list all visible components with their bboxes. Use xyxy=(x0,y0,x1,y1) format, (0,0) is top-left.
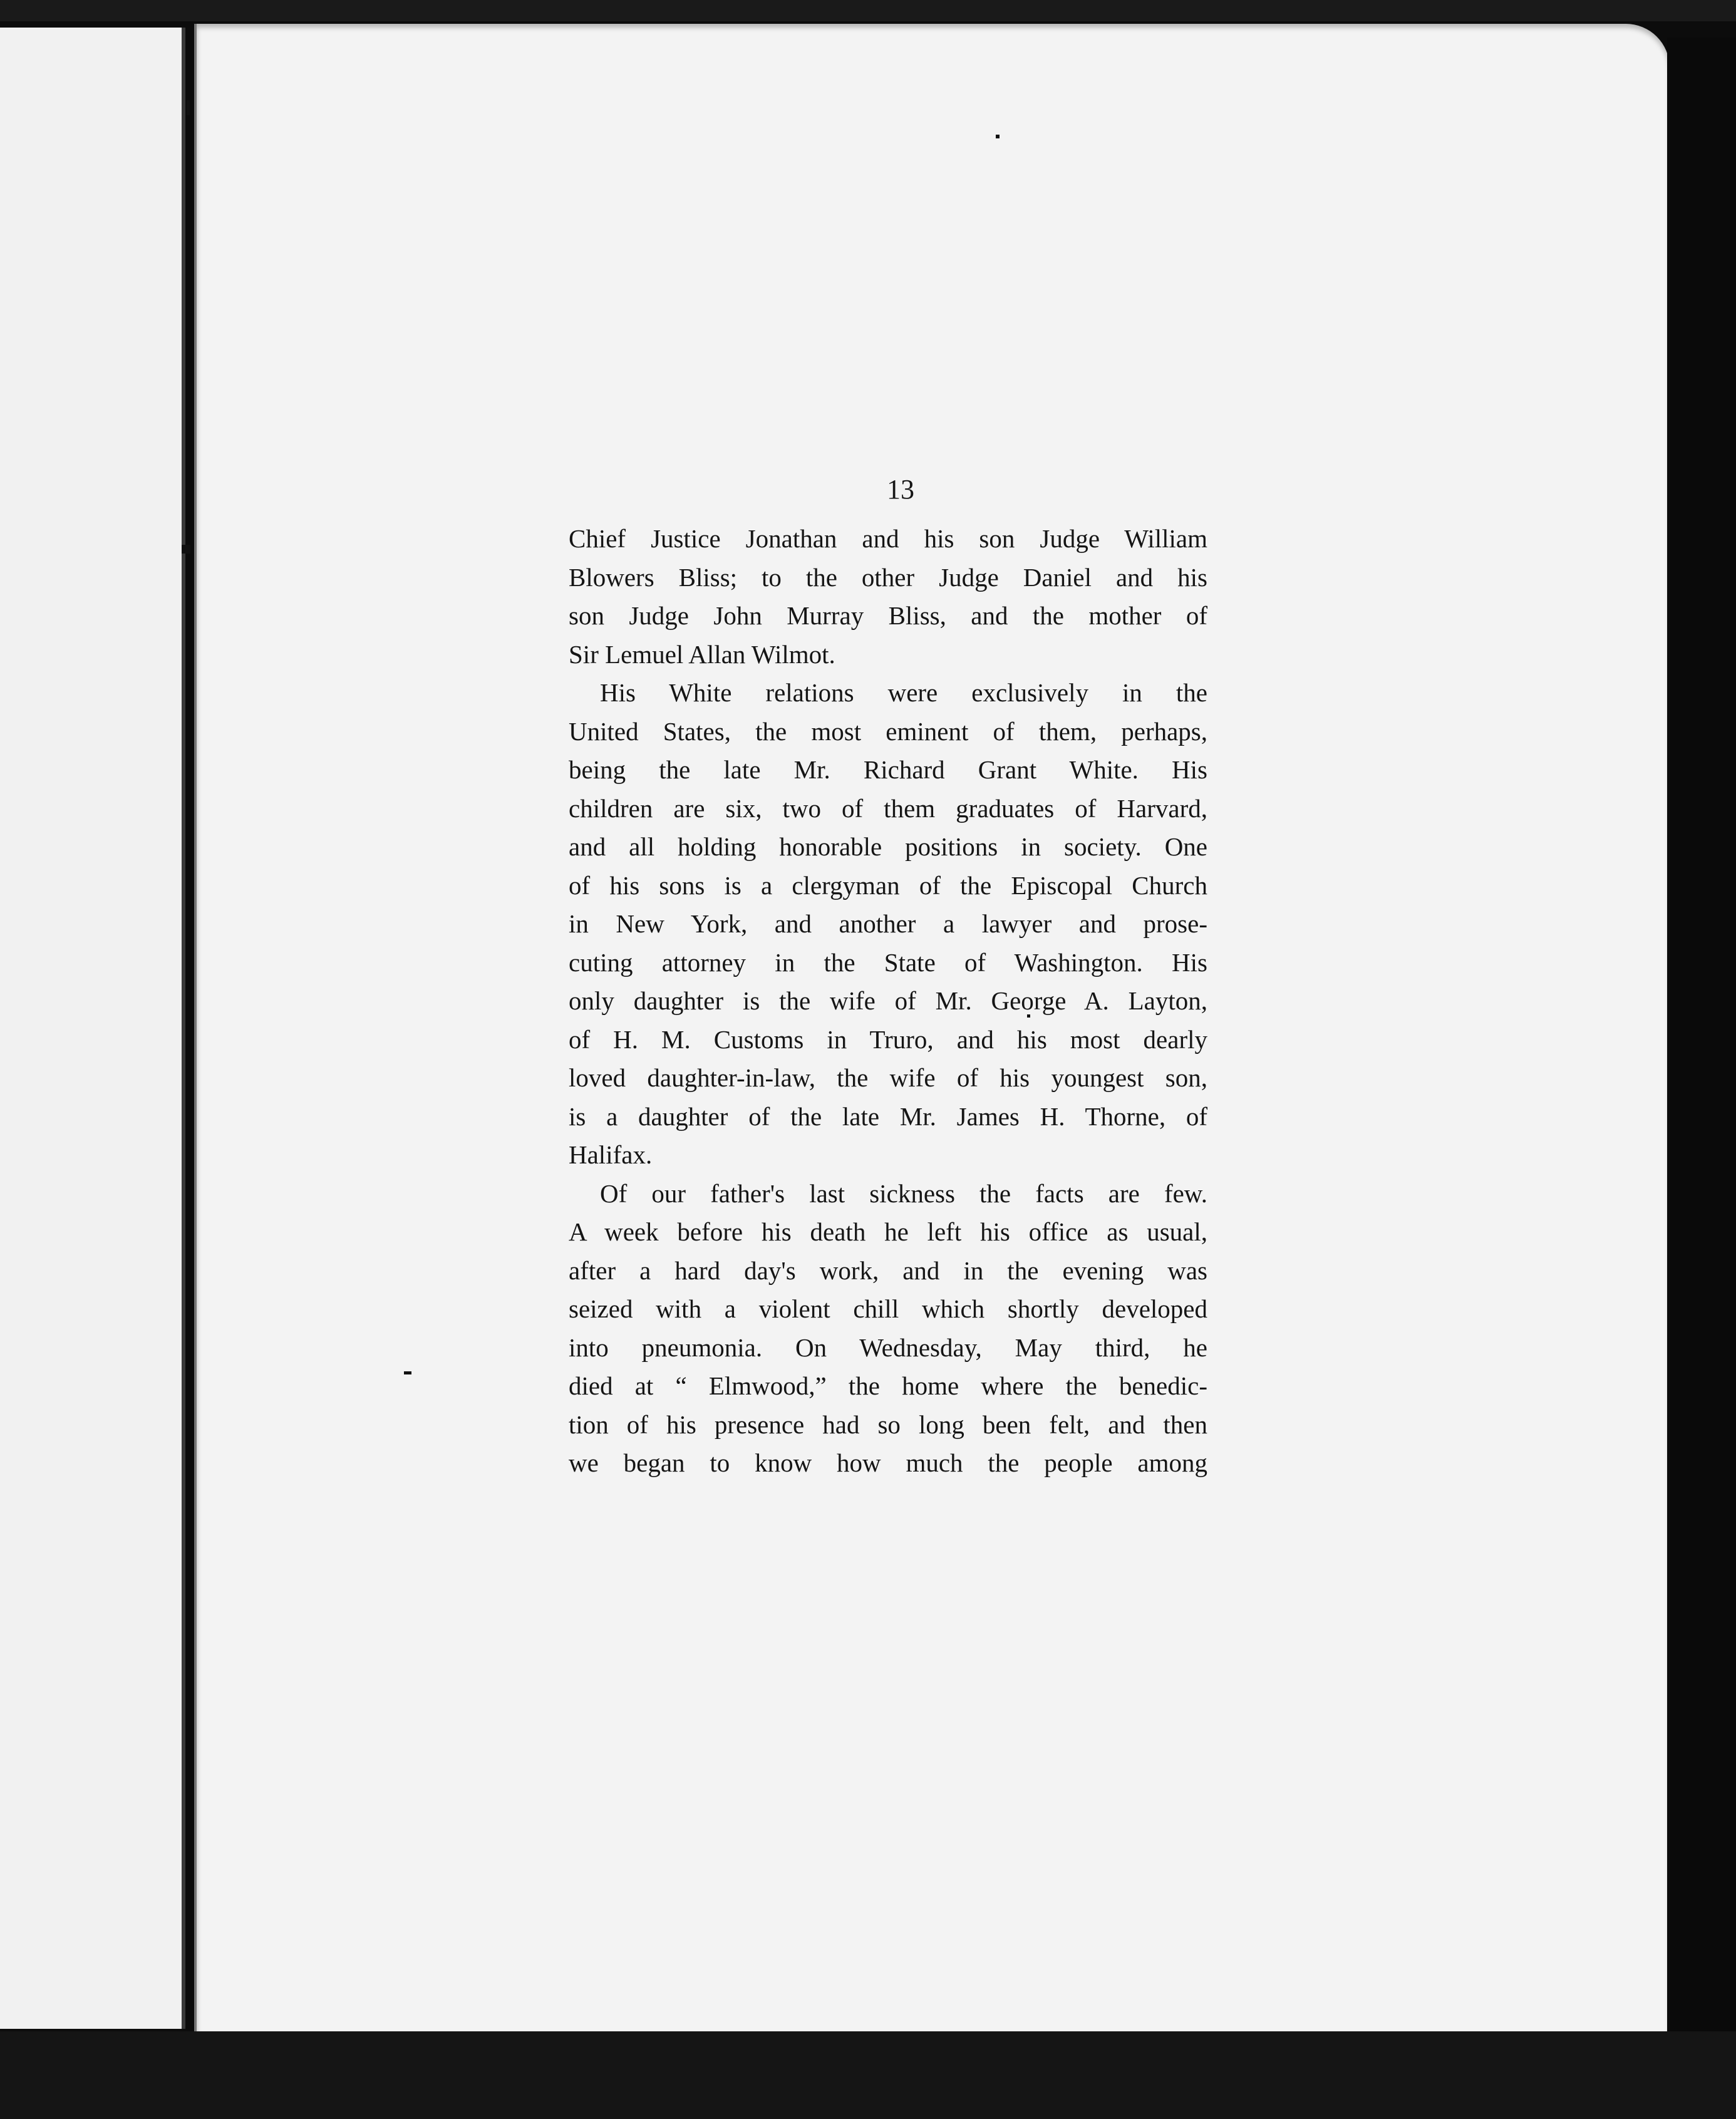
text-line: in New York, and another a lawyer and prose- xyxy=(569,909,1207,938)
text-line: died at “ Elmwood,” the home where the benedic- xyxy=(569,1371,1207,1400)
text-line: after a hard day's work, and in the evening was xyxy=(569,1255,1207,1285)
text-line: seized with a violent chill which shortly developed xyxy=(569,1294,1207,1323)
text-line: United States, the most eminent of them, perhaps, xyxy=(569,716,1207,746)
text-line: son Judge John Murray Bliss, and the mother of xyxy=(569,601,1207,630)
scan-bottom-border xyxy=(0,2031,1736,2119)
text-line: being the late Mr. Richard Grant White. His xyxy=(569,755,1207,784)
text-line: children are six, two of them graduates of Harvard, xyxy=(569,793,1207,823)
text-line: Sir Lemuel Allan Wilmot. xyxy=(569,639,835,669)
text-line: Blowers Bliss; to the other Judge Daniel and his xyxy=(569,562,1207,592)
scan-speck xyxy=(182,545,190,554)
text-line: A week before his death he left his office as usual, xyxy=(569,1217,1207,1246)
text-line: of his sons is a clergyman of the Episcopal Church xyxy=(569,870,1207,900)
page-number: 13 xyxy=(887,474,914,505)
scan-right-border xyxy=(1667,38,1736,2031)
scan-speck xyxy=(996,135,1000,138)
text-line: Halifax. xyxy=(569,1140,653,1169)
text-line: is a daughter of the late Mr. James H. Thorne, of xyxy=(569,1101,1207,1131)
text-line: into pneumonia. On Wednesday, May third, he xyxy=(569,1333,1207,1362)
text-line: we began to know how much the people among xyxy=(569,1448,1207,1477)
scan-speck xyxy=(404,1371,411,1374)
page-text-block xyxy=(569,472,1207,1483)
text-line: Of our father's last sickness the facts are few. xyxy=(600,1178,1207,1208)
scan-top-border xyxy=(0,0,1736,21)
scan-speck xyxy=(187,100,190,115)
left-page-edge xyxy=(0,28,185,2029)
text-line: His White relations were exclusively in the xyxy=(600,678,1207,707)
body-text xyxy=(569,520,1207,1483)
text-line: Chief Justice Jonathan and his son Judge William xyxy=(569,524,1207,553)
text-line: tion of his presence had so long been felt, and then xyxy=(569,1410,1207,1439)
text-line: of H. M. Customs in Truro, and his most dearly xyxy=(569,1024,1207,1054)
text-line: and all holding honorable positions in society. One xyxy=(569,832,1207,861)
text-line: loved daughter-in-law, the wife of his youngest son, xyxy=(569,1063,1207,1092)
text-line: cuting attorney in the State of Washington. His xyxy=(569,947,1207,977)
text-line: only daughter is the wife of Mr. George A. Layton, xyxy=(569,986,1207,1015)
